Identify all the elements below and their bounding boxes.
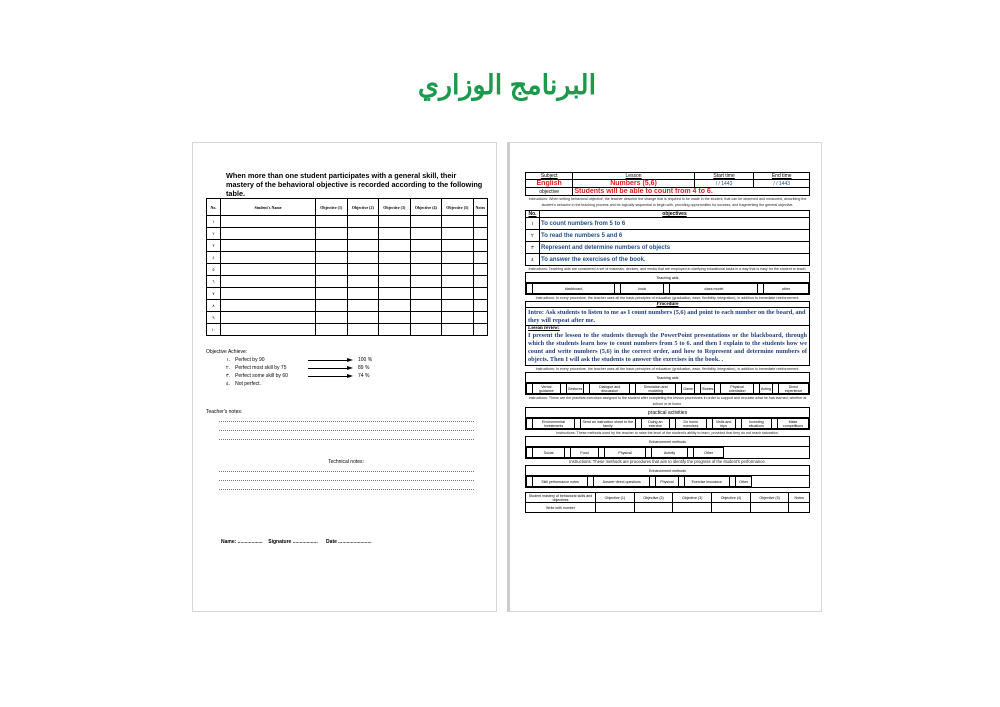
table-cell	[442, 300, 474, 312]
column-header: Objective (2)	[634, 493, 673, 503]
objective-number: ٤	[526, 254, 540, 266]
instructions: Instructions: In every procedure, the teacher uses all the basic principles of education (graduation, ease, flexibility, integration), in addition to immediate reinforcement.	[535, 296, 800, 300]
option-cell: Answer direct questions	[594, 477, 650, 487]
column-header: Student mastery of behavioral skills and objectives	[526, 493, 596, 503]
column-header: Objective (3)	[673, 493, 712, 503]
row-number: ٦	[207, 276, 221, 288]
teacher-notes	[206, 409, 474, 448]
table-row	[207, 216, 488, 228]
table-cell	[379, 264, 411, 276]
item-number: ٣.	[226, 373, 231, 379]
objective-text: Represent and determine numbers of objects	[540, 242, 810, 254]
write-with-number: Write with number	[526, 503, 596, 513]
lesson-info-table	[525, 172, 810, 196]
objective-item	[226, 372, 386, 380]
option-cell: Make competitions	[778, 419, 809, 429]
reinforcement-table	[525, 436, 810, 459]
table-cell	[473, 300, 487, 312]
table-cell	[221, 324, 316, 336]
option-cell: Acting	[760, 384, 773, 394]
table-cell	[473, 216, 487, 228]
end-header: End time	[754, 173, 810, 180]
table-cell	[473, 324, 487, 336]
option-cell: class model	[670, 284, 758, 294]
procedure-intro: Intro: Ask students to listen to me as I count numbers (5,6) and point to each number on the board, and they will repeat after me.	[526, 308, 809, 326]
item-percent: 74 %	[358, 373, 370, 379]
lesson-value: Numbers (5,6)	[573, 180, 694, 188]
column-header: Notes	[789, 493, 810, 503]
item-text: Perfect by 90	[235, 357, 265, 363]
table-cell	[442, 324, 474, 336]
table-cell	[379, 300, 411, 312]
table-cell	[442, 228, 474, 240]
instructions: Instructions: When setting behavioral objective, the teacher describe the change that is required to be made in the student, that can be observed and measured, describing the student's behavior in the teaching process and be logically sequential to begin with, providing opportunities for success, and fragmenting the general objective.	[528, 197, 807, 207]
option-cell: Direct experience	[779, 384, 809, 394]
objective-text: To read the numbers 5 and 6	[540, 230, 810, 242]
option-cell: Social	[533, 448, 565, 458]
practical-title: practical activities	[526, 408, 810, 418]
table-cell	[442, 312, 474, 324]
lesson-review-label: Lesson review:	[528, 326, 560, 331]
table-cell	[347, 228, 379, 240]
start-value: / / 1443	[694, 180, 754, 188]
signature-line	[221, 539, 372, 545]
end-value: / / 1443	[754, 180, 810, 188]
table-cell	[347, 300, 379, 312]
item-text: Perfect most skill by 75	[235, 365, 287, 371]
table-cell	[316, 276, 348, 288]
instructions: Instructions: Teaching aids are considered a set of materials, devices, and media that are employed in clarifying educational tasks in a way that is easy for the student to teach.	[528, 267, 807, 271]
option-cell: Send an instruction sheet to the family	[582, 419, 634, 428]
table-cell	[410, 288, 442, 300]
column-header: Objective (1)	[316, 199, 348, 216]
table-cell	[473, 228, 487, 240]
table-row	[207, 252, 488, 264]
table-cell	[473, 264, 487, 276]
table-cell	[316, 240, 348, 252]
lesson-review: I present the lesson to the students through the PowerPoint presentations or the blackboard, through which the students learn how to count numbers from 5 to 6. and then I explain to the students how we count and write numbers (5,6) in the correct order, and how to Represent and determine numbers of objects. Then I will ask the students to answer the exercises in the book. .	[528, 332, 807, 363]
enhancement-title: Enhancement methods	[526, 466, 810, 476]
table-cell	[316, 300, 348, 312]
table-cell	[442, 264, 474, 276]
technical-notes-label: Technical notes:	[328, 459, 364, 465]
signature-field: Signature ..................	[268, 539, 318, 545]
option-cell: Other	[694, 448, 724, 458]
table-cell	[442, 288, 474, 300]
teaching-aids-table-2	[525, 372, 810, 395]
column-header: Objective (5)	[442, 199, 474, 216]
column-header: Notes	[473, 199, 487, 216]
table-cell	[347, 264, 379, 276]
table-cell	[221, 276, 316, 288]
column-header: Student's Name	[221, 199, 316, 216]
table-cell	[316, 228, 348, 240]
objective-text: To count numbers from 5 to 6	[540, 218, 810, 230]
objective-item	[226, 364, 386, 372]
table-cell	[347, 276, 379, 288]
column-header: No.	[207, 199, 221, 216]
table-cell	[347, 288, 379, 300]
objective-title: Objective Achieve:	[206, 349, 248, 355]
table-cell	[379, 312, 411, 324]
teaching-aids-table	[525, 272, 810, 295]
table-cell	[442, 252, 474, 264]
row-number: ٧	[207, 288, 221, 300]
option-cell: Dialogue and discussion	[590, 384, 630, 394]
reinforcement-title: Enhancement methods	[526, 437, 810, 447]
option-cell: Environmental Investments	[533, 419, 575, 429]
option-cell: Other	[736, 477, 752, 487]
page-title: البرنامج الوزاري	[417, 70, 597, 100]
table-row	[207, 324, 488, 336]
option-cell: Exercise insurance	[684, 477, 729, 487]
objective-row	[526, 218, 810, 230]
objective-number: ٢	[526, 230, 540, 242]
option-cell: Physical orientation	[721, 384, 754, 394]
arrow-icon	[308, 376, 350, 377]
table-row	[207, 312, 488, 324]
table-cell	[473, 312, 487, 324]
table-row	[207, 288, 488, 300]
table-cell	[347, 252, 379, 264]
table-row	[207, 264, 488, 276]
table-cell	[473, 240, 487, 252]
instructions: Instructions: These are the practical exercises assigned to the student after completing the lesson procedures in order to support and circulate what he has learned, whether at school or at home.	[528, 396, 807, 406]
item-percent: 89 %	[358, 365, 370, 371]
instructions: Instructions: These methods used by the teacher to raise the level of the student's ability to learn, provided that they do not reach saturation.	[556, 431, 779, 435]
item-number: ٤.	[226, 381, 231, 387]
option-cell: Physical	[656, 477, 678, 487]
table-row	[207, 276, 488, 288]
enhancement-table	[525, 465, 810, 488]
objective-achieve	[206, 348, 386, 388]
objective-item	[226, 380, 386, 388]
procedure-title: Procedure	[526, 302, 809, 308]
table-cell	[347, 216, 379, 228]
item-percent: 100 %	[358, 357, 373, 363]
objective-row	[526, 242, 810, 254]
option-cell: Investing situations	[741, 419, 771, 429]
table-cell	[379, 276, 411, 288]
objective-label: objective	[526, 188, 573, 196]
arrow-icon	[308, 368, 350, 369]
objectives-table	[525, 210, 810, 266]
teaching-aids-title: Teaching aids	[526, 273, 810, 283]
table-cell	[410, 300, 442, 312]
table-cell	[316, 288, 348, 300]
name-field: Name: ..................	[221, 539, 263, 545]
option-cell: Skill performance notes	[533, 477, 588, 487]
option-cell: Doing an exercise	[641, 419, 670, 429]
objectives-header: objectives	[540, 211, 810, 218]
no-header: No.	[526, 211, 540, 218]
table-cell	[442, 216, 474, 228]
column-header: Objective (4)	[712, 493, 751, 503]
date-field: Date ........................	[326, 539, 372, 545]
table-cell	[221, 228, 316, 240]
technical-notes	[206, 459, 486, 498]
table-cell	[410, 228, 442, 240]
table-cell	[347, 312, 379, 324]
table-cell	[410, 240, 442, 252]
mastery-table	[525, 492, 810, 513]
table-cell	[316, 264, 348, 276]
row-number: ٢	[207, 228, 221, 240]
table-row	[207, 300, 488, 312]
table-cell	[379, 288, 411, 300]
row-number: ٣	[207, 240, 221, 252]
option-cell: Gestures	[566, 384, 584, 394]
item-text: Not perfect.	[235, 381, 261, 387]
table-cell	[221, 252, 316, 264]
table-cell	[410, 276, 442, 288]
lesson-header: Lesson	[573, 173, 694, 180]
row-number: ٤	[207, 252, 221, 264]
table-cell	[442, 240, 474, 252]
option-cell: Physical	[605, 448, 646, 458]
table-cell	[410, 252, 442, 264]
option-cell: Game	[682, 384, 695, 394]
objective-number: ٣	[526, 242, 540, 254]
objective-text: To answer the exercises of the book.	[540, 254, 810, 266]
instructions: Instructions: These methods are procedures that aim to identify the progress of the student's performance.	[569, 459, 766, 464]
table-cell	[221, 312, 316, 324]
table-cell	[316, 252, 348, 264]
table-cell	[347, 324, 379, 336]
option-cell: book	[621, 284, 664, 294]
table-cell	[410, 264, 442, 276]
objective-item	[226, 356, 386, 364]
students-table	[206, 198, 488, 336]
row-number: ١	[207, 216, 221, 228]
option-cell: Stories	[701, 384, 715, 394]
option-cell: blackboard	[533, 284, 615, 294]
table-heading: When more than one student participates with a general skill, their mastery of the behavioral objective is recorded according to the following table.	[226, 171, 483, 198]
objective-row	[526, 254, 810, 266]
table-cell	[347, 240, 379, 252]
option-cell: Food	[571, 448, 599, 458]
table-cell	[316, 312, 348, 324]
table-row	[207, 240, 488, 252]
table-cell	[316, 216, 348, 228]
column-header: Objective (4)	[410, 199, 442, 216]
table-cell	[221, 288, 316, 300]
table-cell	[410, 312, 442, 324]
right-page	[507, 142, 822, 612]
objective-value: Students will be able to count from 4 to 6.	[573, 188, 810, 196]
left-page	[192, 142, 497, 612]
option-cell: Visits and trips	[712, 419, 735, 429]
table-cell	[473, 276, 487, 288]
table-cell	[316, 324, 348, 336]
table-cell	[221, 264, 316, 276]
table-cell	[379, 252, 411, 264]
table-cell	[473, 288, 487, 300]
column-header: Objective (3)	[379, 199, 411, 216]
table-cell	[379, 216, 411, 228]
table-cell	[379, 324, 411, 336]
option-cell: Activity	[652, 448, 688, 458]
option-cell: other	[764, 284, 809, 294]
table-cell	[379, 240, 411, 252]
option-cell: Verbal guidance	[533, 384, 561, 394]
column-header: Objective (5)	[750, 493, 789, 503]
table-row	[207, 228, 488, 240]
objective-row	[526, 230, 810, 242]
table-cell	[221, 216, 316, 228]
row-number: ٨	[207, 300, 221, 312]
subject-header: Subject	[526, 173, 573, 180]
objective-number: ١	[526, 218, 540, 230]
table-cell	[379, 228, 411, 240]
column-header: Objective (2)	[347, 199, 379, 216]
table-cell	[221, 240, 316, 252]
subject-value: English	[526, 180, 573, 188]
table-cell	[442, 276, 474, 288]
arrow-icon	[308, 360, 350, 361]
teaching-aids-title: Teaching aids	[526, 373, 810, 383]
procedure-box	[525, 301, 810, 366]
table-cell	[221, 300, 316, 312]
row-number: ٥	[207, 264, 221, 276]
item-text: Perfect some skill by 60	[235, 373, 288, 379]
start-header: Start time	[694, 173, 754, 180]
column-header: Objective (1)	[596, 493, 635, 503]
table-cell	[410, 324, 442, 336]
teacher-notes-label: Teacher's notes:	[206, 409, 243, 415]
item-number: ١.	[226, 357, 231, 363]
row-number: ٩	[207, 312, 221, 324]
item-number: ٢.	[226, 365, 231, 371]
option-cell: Do home exercises	[676, 419, 706, 429]
practical-activities-table	[525, 407, 810, 430]
option-cell: Simulation and modeling	[636, 384, 676, 394]
table-cell	[473, 252, 487, 264]
instructions: Instructions: In every procedure, the teacher uses all the basic principles of education (graduation, ease, flexibility, integration), in addition to immediate reinforcement.	[535, 367, 800, 371]
table-cell	[410, 216, 442, 228]
row-number: ١٠	[207, 324, 221, 336]
